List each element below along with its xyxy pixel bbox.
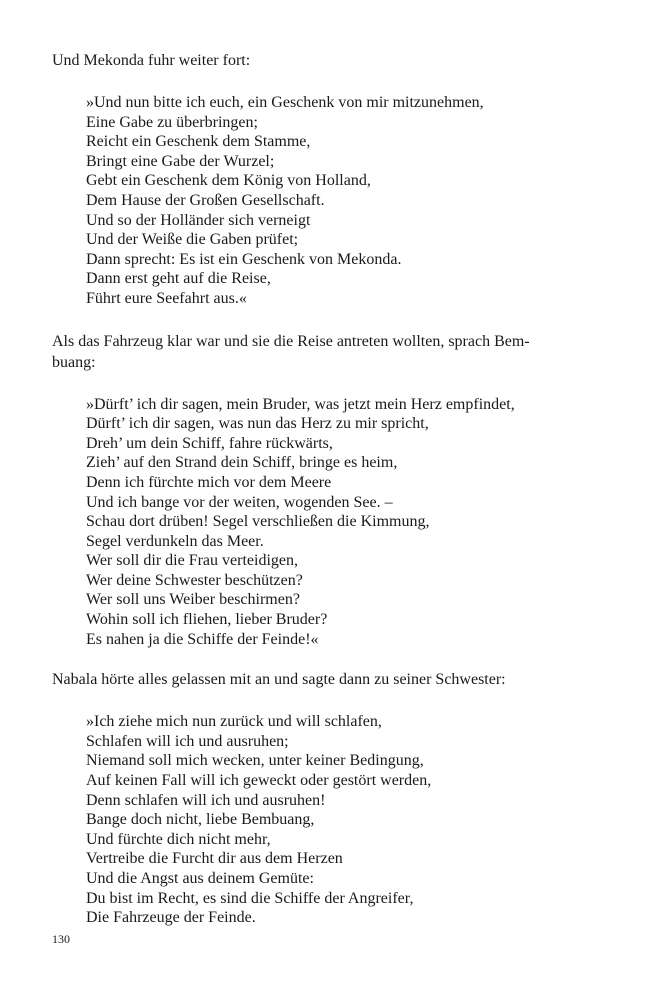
verse-line: Und ich bange vor der weiten, wogenden See. – bbox=[86, 493, 393, 511]
stanza-mekonda bbox=[52, 93, 580, 309]
verse-line: Und der Weiße die Gaben prüfet; bbox=[86, 231, 299, 249]
verse-line: Dreh’ um dein Schiff, fahre rückwärts, bbox=[86, 434, 333, 452]
paragraph-bembuang bbox=[52, 331, 580, 373]
verse-line: Niemand soll mich wecken, unter keiner Bedingung, bbox=[86, 752, 424, 770]
verse-line: Dürft’ ich dir sagen, was nun das Herz zu mir spricht, bbox=[86, 415, 429, 433]
verse-line: Dann erst geht auf die Reise, bbox=[86, 270, 271, 288]
verse-line: Auf keinen Fall will ich geweckt oder gestört werden, bbox=[86, 772, 432, 790]
verse-line: Bringt eine Gabe der Wurzel; bbox=[86, 152, 275, 170]
paragraph-intro: Und Mekonda fuhr weiter fort: bbox=[52, 52, 251, 69]
verse-line: Zieh’ auf den Strand dein Schiff, bringe es heim, bbox=[86, 454, 398, 472]
verse-line: Wohin soll ich fliehen, lieber Bruder? bbox=[86, 611, 328, 629]
verse-line: Gebt ein Geschenk dem König von Holland, bbox=[86, 172, 371, 190]
verse-line: Führt eure Seefahrt aus.« bbox=[86, 289, 247, 307]
stanza-bembuang bbox=[52, 395, 580, 650]
paragraph-nabala: Nabala hörte alles gelassen mit an und sagte dann zu seiner Schwester: bbox=[52, 671, 506, 689]
verse-line: Vertreibe die Furcht dir aus dem Herzen bbox=[86, 850, 343, 868]
verse-line: Die Fahrzeuge der Feinde. bbox=[86, 909, 256, 927]
verse-line: »Und nun bitte ich euch, ein Geschenk von mir mitzunehmen, bbox=[86, 94, 484, 111]
book-page bbox=[52, 50, 580, 928]
verse-line: Und so der Holländer sich verneigt bbox=[86, 211, 311, 229]
verse-line: Reicht ein Geschenk dem Stamme, bbox=[86, 133, 311, 151]
verse-line: Wer deine Schwester beschützen? bbox=[86, 571, 303, 589]
verse-line: Und die Angst aus deinem Gemüte: bbox=[86, 870, 314, 887]
verse-line: Du bist im Recht, es sind die Schiffe der Angreifer, bbox=[86, 889, 414, 907]
verse-line: »Ich ziehe mich nun zurück und will schlafen, bbox=[86, 713, 382, 731]
page-number: 130 bbox=[52, 932, 70, 946]
verse-line: »Dürft’ ich dir sagen, mein Bruder, was jetzt mein Herz empfindet, bbox=[86, 395, 515, 413]
stanza-nabala bbox=[52, 712, 580, 928]
verse-line: Eine Gabe zu überbringen; bbox=[86, 113, 258, 131]
paragraph-line: Als das Fahrzeug klar war und sie die Reise antreten wollten, sprach Bem- bbox=[52, 332, 530, 350]
verse-line: Bange doch nicht, liebe Bembuang, bbox=[86, 811, 315, 829]
verse-line: Denn ich fürchte mich vor dem Meere bbox=[86, 473, 332, 491]
paragraph-line: buang: bbox=[52, 353, 96, 371]
verse-line: Schlafen will ich und ausruhen; bbox=[86, 732, 289, 750]
verse-line: Wer soll dir die Frau verteidigen, bbox=[86, 552, 298, 570]
verse-line: Dann sprecht: Es ist ein Geschenk von Mekonda. bbox=[86, 250, 402, 268]
verse-line: Es nahen ja die Schiffe der Feinde!« bbox=[86, 630, 319, 648]
verse-line: Schau dort drüben! Segel verschließen die Kimmung, bbox=[86, 513, 430, 531]
verse-line: Dem Hause der Großen Gesellschaft. bbox=[86, 191, 325, 209]
verse-line: Und fürchte dich nicht mehr, bbox=[86, 830, 271, 848]
verse-line: Segel verdunkeln das Meer. bbox=[86, 532, 264, 550]
verse-line: Wer soll uns Weiber beschirmen? bbox=[86, 591, 300, 609]
verse-line: Denn schlafen will ich und ausruhen! bbox=[86, 791, 326, 809]
